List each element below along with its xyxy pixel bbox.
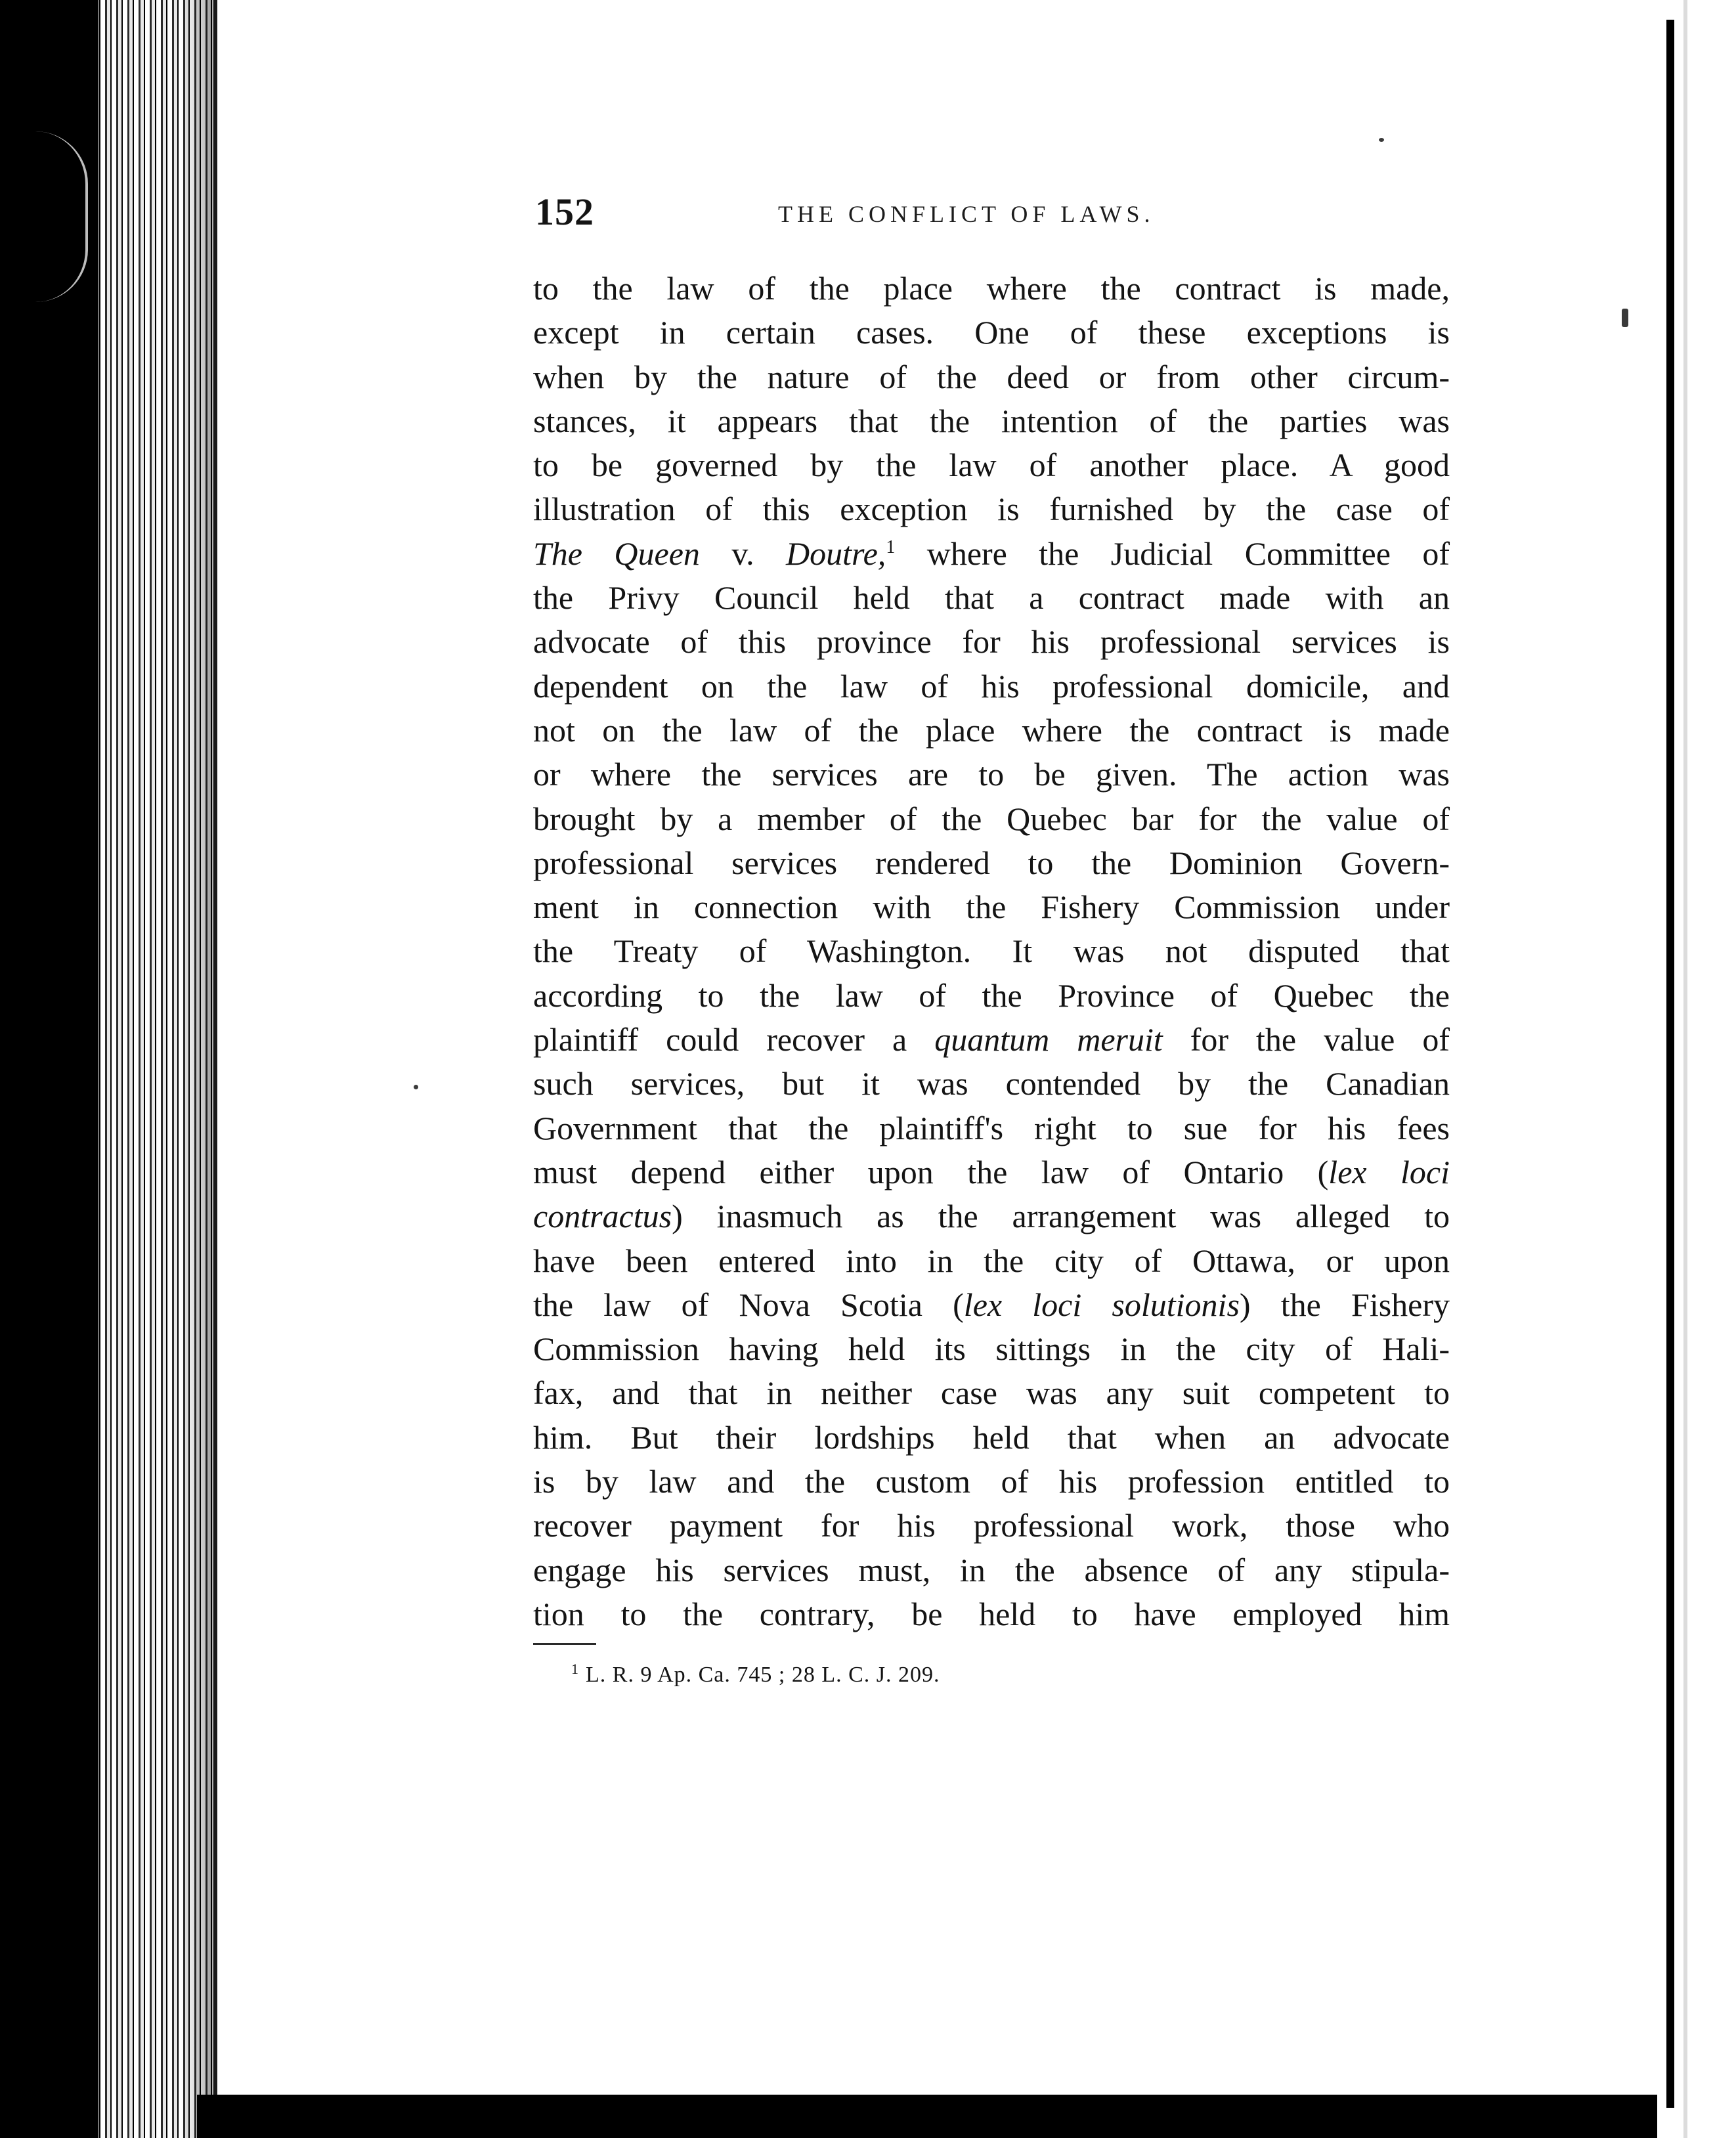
footnote-text: L. R. 9 Ap. Ca. 745 ; 28 L. C. J. 209. <box>586 1663 940 1687</box>
text-line: recover payment for his professional work, those who <box>533 1507 1450 1544</box>
text-line: the Privy Council held that a contract made with an <box>533 579 1450 617</box>
scan-background-bottom <box>197 2095 1707 2138</box>
text-line: brought by a member of the Quebec bar for the value of <box>533 800 1450 837</box>
text-line: him. But their lordships held that when an advocate <box>533 1418 1450 1456</box>
scan-speck <box>1622 309 1628 327</box>
scan-speck <box>414 1085 418 1089</box>
right-edge-bar <box>1666 20 1674 2108</box>
text-line-quantum-meruit <box>533 1018 1450 1062</box>
text-line: have been entered into in the city of Ottawa, or upon <box>533 1242 1450 1279</box>
text-line: engage his services must, in the absence of any stipula- <box>533 1551 1450 1588</box>
right-edge-margin <box>1683 0 1687 2138</box>
text-line: such services, but it was contended by the Canadian <box>533 1065 1450 1102</box>
text-line: dependent on the law of his professional domicile, and <box>533 667 1450 705</box>
scan-speck <box>1379 138 1384 142</box>
scan-background-right <box>1657 0 1736 2138</box>
latin-term: contractus <box>533 1198 672 1235</box>
page-number: 152 <box>535 190 594 233</box>
running-title: THE CONFLICT OF LAWS. <box>778 201 1155 227</box>
text-line: fax, and that in neither case was any suit competent to <box>533 1374 1450 1412</box>
text-segment: the law of Nova Scotia ( <box>533 1286 964 1323</box>
footnote-mark: 1 <box>571 1661 579 1677</box>
text-line: or where the services are to be given. The action was <box>533 756 1450 793</box>
text-line: is by law and the custom of his profession entitled to <box>533 1463 1450 1500</box>
paper-curl-mark <box>13 131 88 302</box>
text-segment: ) the Fishery <box>1239 1286 1450 1323</box>
scan-background-left <box>0 0 98 2138</box>
text-segment: where the Judicial Committee of <box>895 534 1450 572</box>
page-header <box>535 189 1454 242</box>
text-line: according to the law of the Province of Quebec the <box>533 976 1450 1014</box>
page-gutter-line <box>213 0 217 2138</box>
latin-term: lex loci solutionis <box>963 1286 1240 1323</box>
text-line-lex-loci-solutionis <box>533 1283 1450 1327</box>
text-line: Commission having held its sittings in the city of Hali- <box>533 1330 1450 1368</box>
footnote <box>571 1653 940 1691</box>
text-segment: ) inasmuch as the arrangement was alleged to <box>672 1198 1450 1235</box>
case-party-2: Doutre, <box>786 534 886 572</box>
text-line: Government that the plaintiff's right to sue for his fees <box>533 1109 1450 1146</box>
text-line: not on the law of the place where the contract is made <box>533 711 1450 749</box>
text-segment: plaintiff could recover a <box>533 1021 935 1058</box>
text-line: except in certain cases. One of these exceptions is <box>533 314 1450 351</box>
text-line: professional services rendered to the Dominion Govern- <box>533 844 1450 881</box>
text-line-case-citation <box>533 532 1450 576</box>
page-edge-shadow <box>98 0 217 2138</box>
latin-term: lex loci <box>1328 1153 1450 1190</box>
text-segment: for the value of <box>1162 1021 1450 1058</box>
latin-term: quantum meruit <box>934 1021 1163 1058</box>
text-line-contractus <box>533 1194 1450 1238</box>
text-line: to the law of the place where the contract is made, <box>533 270 1450 307</box>
text-line: ment in connection with the Fishery Commission under <box>533 888 1450 926</box>
body-text <box>533 267 1450 1636</box>
text-line: to be governed by the law of another place. A good <box>533 447 1450 484</box>
text-line: when by the nature of the deed or from other circum- <box>533 358 1450 395</box>
versus: v. <box>699 534 787 572</box>
text-line: tion to the contrary, be held to have employed him <box>533 1595 1450 1632</box>
text-line: stances, it appears that the intention of the parties was <box>533 402 1450 439</box>
footnote-reference: 1 <box>886 536 896 557</box>
text-line: illustration of this exception is furnished by the case of <box>533 491 1450 528</box>
text-line: advocate of this province for his professional services is <box>533 623 1450 661</box>
case-party-1: The Queen <box>533 534 700 572</box>
footnote-rule <box>533 1643 596 1645</box>
text-line-lex-loci <box>533 1150 1450 1194</box>
text-segment: must depend either upon the law of Ontario ( <box>533 1153 1329 1190</box>
text-line: the Treaty of Washington. It was not disputed that <box>533 932 1450 970</box>
